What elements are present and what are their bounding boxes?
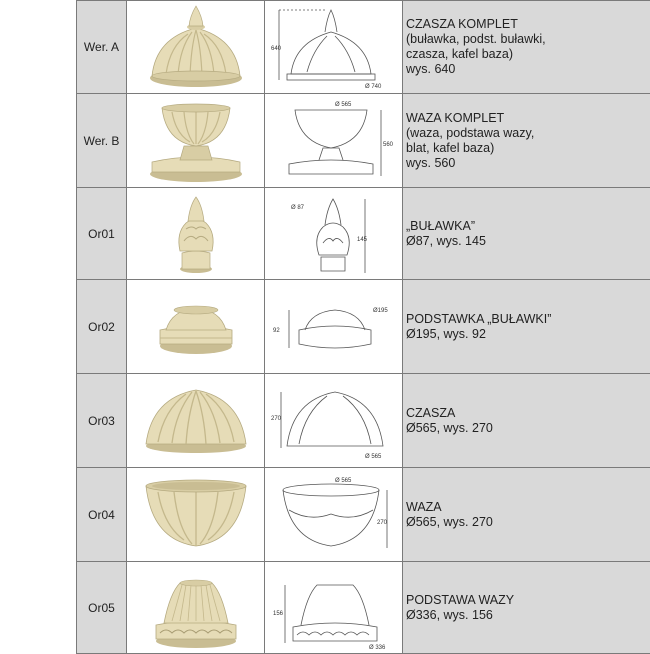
code-cell: Wer. A bbox=[77, 1, 127, 93]
product-photo bbox=[127, 468, 265, 561]
description-cell: PODSTAWA WAZY Ø336, wys. 156 bbox=[403, 562, 650, 653]
technical-drawing bbox=[265, 468, 403, 561]
code-cell: Or01 bbox=[77, 188, 127, 279]
svg-text:145: 145 bbox=[356, 236, 367, 243]
table-row bbox=[77, 188, 650, 280]
description-cell: „BUŁAWKA” Ø87, wys. 145 bbox=[403, 188, 650, 279]
code-cell: Wer. B bbox=[77, 94, 127, 187]
technical-drawing bbox=[265, 562, 403, 653]
svg-text:270: 270 bbox=[270, 415, 281, 422]
product-table bbox=[76, 0, 650, 654]
svg-text:270: 270 bbox=[376, 519, 387, 526]
svg-text:Ø 740: Ø 740 bbox=[364, 84, 381, 90]
table-row bbox=[77, 94, 650, 188]
description-cell: PODSTAWKA „BUŁAWKI” Ø195, wys. 92 bbox=[403, 280, 650, 373]
table-row bbox=[77, 280, 650, 374]
product-photo bbox=[127, 1, 265, 93]
svg-text:Ø 87: Ø 87 bbox=[290, 204, 304, 211]
table-row bbox=[77, 468, 650, 562]
product-photo bbox=[127, 280, 265, 373]
product-photo bbox=[127, 94, 265, 187]
svg-text:Ø 565: Ø 565 bbox=[364, 453, 381, 460]
table-row bbox=[77, 374, 650, 468]
product-photo bbox=[127, 562, 265, 653]
description-cell: CZASZA Ø565, wys. 270 bbox=[403, 374, 650, 467]
svg-text:156: 156 bbox=[272, 610, 283, 617]
technical-drawing bbox=[265, 280, 403, 373]
code-cell: Or02 bbox=[77, 280, 127, 373]
svg-text:Ø 336: Ø 336 bbox=[368, 644, 385, 651]
svg-text:Ø 565: Ø 565 bbox=[334, 477, 351, 484]
technical-drawing bbox=[265, 188, 403, 279]
description-cell: CZASZA KOMPLET (buławka, podst. buławki, czasza, kafel baza) wys. 640 bbox=[403, 1, 650, 93]
technical-drawing bbox=[265, 94, 403, 187]
svg-text:640: 640 bbox=[270, 46, 281, 52]
code-cell: Or04 bbox=[77, 468, 127, 561]
product-photo bbox=[127, 188, 265, 279]
description-cell: WAZA Ø565, wys. 270 bbox=[403, 468, 650, 561]
svg-text:Ø 565: Ø 565 bbox=[334, 101, 351, 108]
code-cell: Or05 bbox=[77, 562, 127, 653]
description-cell: WAZA KOMPLET (waza, podstawa wazy, blat, kafel baza) wys. 560 bbox=[403, 94, 650, 187]
technical-drawing bbox=[265, 374, 403, 467]
table-row bbox=[77, 0, 650, 94]
svg-text:560: 560 bbox=[382, 141, 393, 148]
table-row bbox=[77, 562, 650, 654]
code-cell: Or03 bbox=[77, 374, 127, 467]
technical-drawing bbox=[265, 1, 403, 93]
svg-text:92: 92 bbox=[272, 327, 280, 334]
product-photo bbox=[127, 374, 265, 467]
svg-text:Ø195: Ø195 bbox=[372, 307, 388, 314]
